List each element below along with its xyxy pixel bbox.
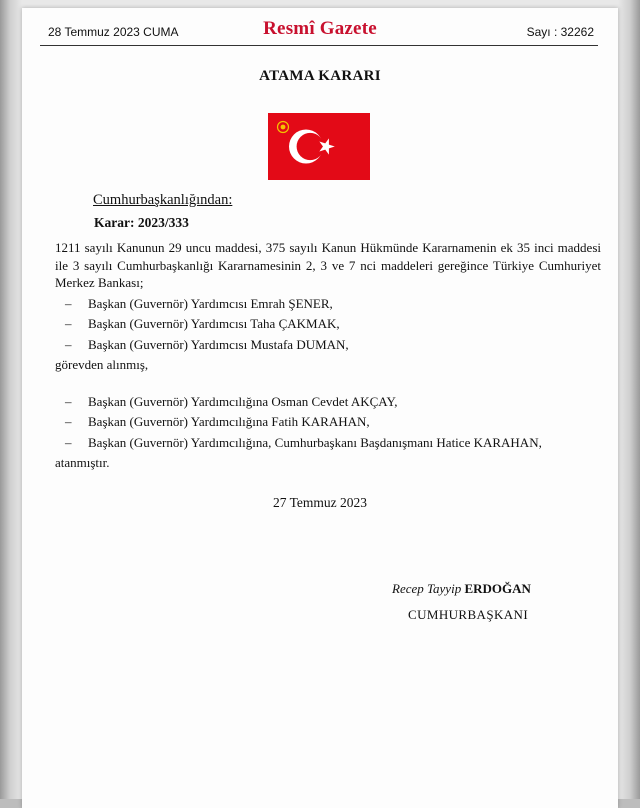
legal-basis-paragraph: 1211 sayılı Kanunun 29 uncu maddesi, 375 sayılı Kanun Hükmünde Kararnamenin ek 35 inci maddesi ile 3 sayılı Cumhurbaşkanlığı Kararnamesinin 2, 3 ve 7 nci maddeleri gereğince Türkiye Cumhuriyet Merkez Bankası; [55,240,601,290]
list-dash: – [65,316,72,331]
appointed-closing: atanmıştır. [55,455,110,470]
flag-crescent-inner [297,133,324,160]
issuing-authority: Cumhurbaşkanlığından: [93,192,233,208]
list-item [55,315,601,333]
decision-number: Karar: 2023/333 [94,215,189,230]
list-item [55,336,601,354]
list-item [55,413,601,431]
signer-first-name: Recep Tayyip [392,581,465,596]
turkish-flag-icon [268,113,370,180]
gazette-header [22,8,618,52]
list-dash: – [65,393,72,409]
decision-date: 27 Temmuz 2023 [272,495,368,510]
presidential-seal-center [281,125,286,130]
list-item [55,434,601,452]
signer-last-name: ERDOĞAN [464,581,531,596]
dismissed-closing: görevden alınmış, [55,357,149,372]
signer-title: CUMHURBAŞKANI [408,607,529,622]
document-body [55,239,601,472]
issue-date: 28 Temmuz 2023 CUMA [48,25,179,39]
gazette-title: Resmî Gazete [263,18,377,39]
list-item-text: Başkan (Guvernör) Yardımcılığına, Cumhurbaşkanı Başdanışmanı Hatice KARAHAN, [88,434,542,450]
header-divider [40,45,598,46]
list-dash: – [65,414,72,429]
list-dash: – [65,295,72,311]
issue-number: Sayı : 32262 [526,25,594,39]
appointed-list [55,393,601,452]
list-dash: – [65,434,72,450]
list-item-text: Başkan (Guvernör) Yardımcılığına Osman Cevdet AKÇAY, [88,393,398,409]
list-item-text: Başkan (Guvernör) Yardımcısı Emrah ŞENER, [88,295,333,311]
list-dash: – [65,336,72,352]
signer-name [392,581,531,597]
list-item [55,393,601,411]
list-item-text: Başkan (Guvernör) Yardımcısı Mustafa DUMAN, [88,336,349,352]
document-title: ATAMA KARARI [259,68,381,84]
gazette-page [22,8,618,808]
list-item-text: Başkan (Guvernör) Yardımcısı Taha ÇAKMAK, [88,316,340,331]
list-item [55,295,601,313]
list-item-text: Başkan (Guvernör) Yardımcılığına Fatih KARAHAN, [88,414,370,429]
dismissed-list [55,295,601,354]
